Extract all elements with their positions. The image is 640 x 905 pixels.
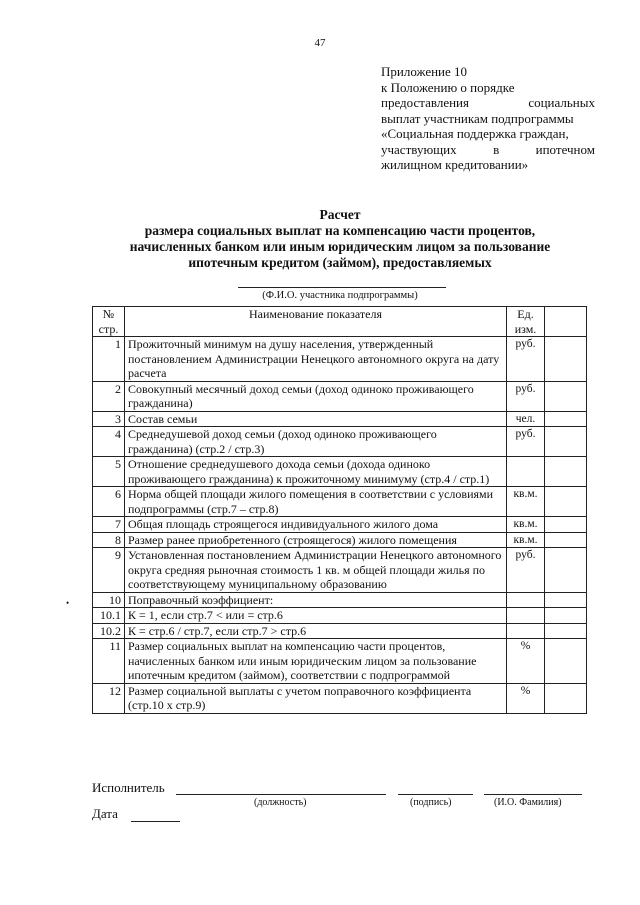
table-row <box>93 381 587 411</box>
row-value <box>545 427 587 457</box>
header-name: Наименование показателя <box>125 307 507 337</box>
table-header-row <box>93 307 587 337</box>
margin-mark: • <box>66 598 70 608</box>
appendix-line: предоставления социальных <box>381 95 595 110</box>
row-unit <box>507 608 545 624</box>
table-row <box>93 548 587 593</box>
row-unit: кв.м. <box>507 517 545 533</box>
table-row <box>93 608 587 624</box>
table-row <box>93 487 587 517</box>
row-value <box>545 683 587 713</box>
title-line: Расчет <box>319 207 361 222</box>
header-value <box>545 307 587 337</box>
sign-label: (подпись) <box>410 797 452 808</box>
row-value <box>545 592 587 608</box>
row-name: Отношение среднедушевого дохода семьи (дохода одиноко проживающего гражданина) к прожиточному минимуму (стр.4 / стр.1) <box>125 457 507 487</box>
row-unit: кв.м. <box>507 532 545 548</box>
sign-line <box>398 794 473 795</box>
row-name: К = стр.6 / стр.7, если стр.7 > стр.6 <box>125 623 507 639</box>
title-line: ипотечным кредитом (займом), предоставляемых <box>188 255 492 270</box>
row-name: Прожиточный минимум на душу населения, утвержденный постановлением Администрации Ненецкого автономного округа на дату расчета <box>125 337 507 382</box>
appendix-line: Приложение 10 <box>381 64 468 79</box>
row-unit: руб. <box>507 337 545 382</box>
table-row <box>93 457 587 487</box>
row-name: Размер ранее приобретенного (строящегося) жилого помещения <box>125 532 507 548</box>
title-line: начисленных банком или иным юридическим лицом за пользование <box>129 239 551 254</box>
calculation-table <box>92 306 587 714</box>
row-unit <box>507 623 545 639</box>
table-row <box>93 427 587 457</box>
row-unit: чел. <box>507 411 545 427</box>
row-value <box>545 548 587 593</box>
row-name: Среднедушевой доход семьи (доход одиноко проживающего гражданина) (стр.2 / стр.3) <box>125 427 507 457</box>
appendix-line: выплат участникам подпрограммы <box>381 110 574 126</box>
row-value <box>545 623 587 639</box>
row-unit: руб. <box>507 548 545 593</box>
row-value <box>545 532 587 548</box>
row-value <box>545 639 587 684</box>
row-value <box>545 608 587 624</box>
row-name: Размер социальных выплат на компенсацию части процентов, начисленных банком или иным юридическим лицом за пользование ипотечным кредитом (займом), соответствии с подпрограммой <box>125 639 507 684</box>
row-unit: кв.м. <box>507 487 545 517</box>
row-num: 1 <box>93 337 125 382</box>
row-name: Размер социальной выплаты с учетом поправочного коэффициента (стр.10 х стр.9) <box>125 683 507 713</box>
row-num: 12 <box>93 683 125 713</box>
row-name: Общая площадь строящегося индивидуального жилого дома <box>125 517 507 533</box>
fio-label: (Ф.И.О. участника подпрограммы) <box>262 290 418 301</box>
row-unit: руб. <box>507 381 545 411</box>
date-line <box>131 821 180 822</box>
row-num: 6 <box>93 487 125 517</box>
row-value <box>545 487 587 517</box>
row-name: Совокупный месячный доход семьи (доход одиноко проживающего гражданина) <box>125 381 507 411</box>
table-row <box>93 592 587 608</box>
row-unit: % <box>507 683 545 713</box>
row-num: 11 <box>93 639 125 684</box>
appendix-line: участвующих в ипотечном <box>381 141 595 157</box>
row-num: 10 <box>93 592 125 608</box>
row-value <box>545 411 587 427</box>
row-name: К = 1, если стр.7 < или = стр.6 <box>125 608 507 624</box>
row-name: Поправочный коэффициент: <box>125 592 507 608</box>
row-unit <box>507 457 545 487</box>
document-title <box>90 207 590 271</box>
name-line <box>484 794 582 795</box>
appendix-line: жилищном кредитовании» <box>381 157 529 172</box>
row-num: 7 <box>93 517 125 533</box>
header-num: № стр. <box>93 307 125 337</box>
row-name: Норма общей площади жилого помещения в соответствии с условиями подпрограммы (стр.7 – стр.8) <box>125 487 507 517</box>
row-unit: руб. <box>507 427 545 457</box>
executor-label: Исполнитель <box>92 780 165 795</box>
position-line <box>176 794 386 795</box>
page-number: 47 <box>314 37 326 49</box>
row-num: 9 <box>93 548 125 593</box>
table-row <box>93 532 587 548</box>
appendix-line: к Положению о порядке <box>381 79 515 95</box>
row-num: 10.1 <box>93 608 125 624</box>
title-line: размера социальных выплат на компенсацию части процентов, <box>144 223 536 238</box>
table-row <box>93 411 587 427</box>
row-num: 2 <box>93 381 125 411</box>
name-label: (И.О. Фамилия) <box>494 797 562 808</box>
row-num: 3 <box>93 411 125 427</box>
table-row <box>93 639 587 684</box>
table-row <box>93 337 587 382</box>
row-num: 5 <box>93 457 125 487</box>
row-unit <box>507 592 545 608</box>
row-value <box>545 337 587 382</box>
row-name: Состав семьи <box>125 411 507 427</box>
table-row <box>93 623 587 639</box>
table-row <box>93 683 587 713</box>
fio-underline <box>238 287 446 288</box>
table-row <box>93 517 587 533</box>
appendix-block <box>381 64 595 173</box>
position-label: (должность) <box>254 797 307 808</box>
appendix-line: «Социальная поддержка граждан, <box>381 126 569 141</box>
row-num: 8 <box>93 532 125 548</box>
row-name: Установленная постановлением Администрации Ненецкого автономного округа средняя рыночная стоимость 1 кв. м общей площади жилья по соответствующему муниципальному образованию <box>125 548 507 593</box>
row-num: 10.2 <box>93 623 125 639</box>
row-value <box>545 517 587 533</box>
row-value <box>545 457 587 487</box>
header-unit: Ед. изм. <box>507 307 545 337</box>
row-value <box>545 381 587 411</box>
row-num: 4 <box>93 427 125 457</box>
date-label: Дата <box>92 806 118 821</box>
row-unit: % <box>507 639 545 684</box>
